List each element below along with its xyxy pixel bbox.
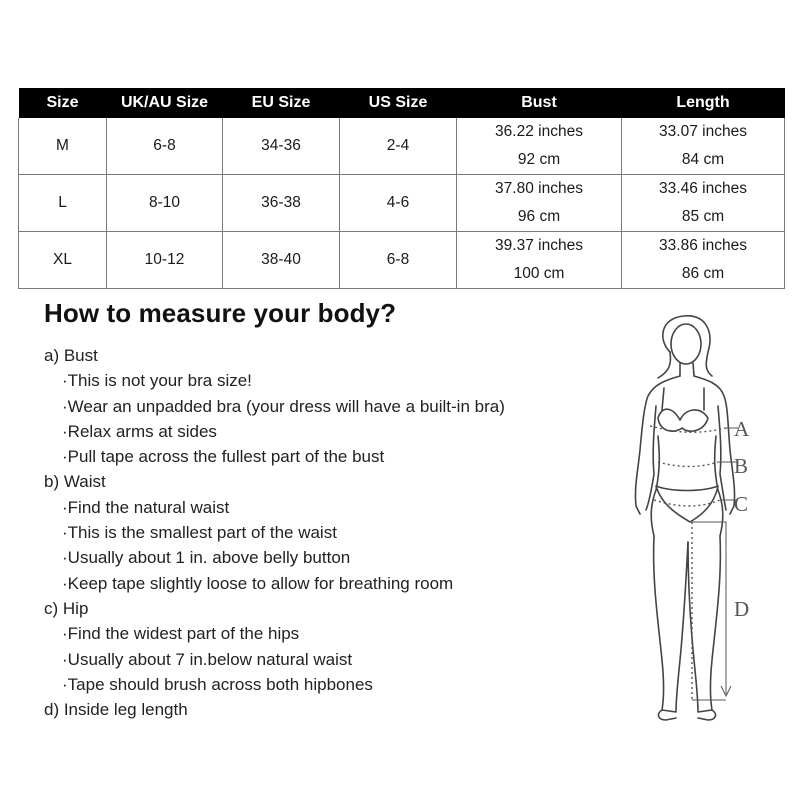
bust-cm: 92 cm (517, 151, 561, 168)
cell-bust (457, 232, 622, 289)
bust-cm: 96 cm (517, 208, 561, 225)
bust-inches: 39.37 inches (495, 237, 583, 254)
cell-bust (457, 175, 622, 232)
cell-eu: 34-36 (223, 118, 340, 175)
table-header-row (19, 88, 785, 118)
cell-eu: 36-38 (223, 175, 340, 232)
section-label-bust: a) Bust (44, 346, 98, 365)
marker-c: C (734, 492, 749, 516)
marker-d: D (734, 597, 750, 621)
list-item: ·Pull tape across the fullest part of the bust (62, 447, 385, 467)
cell-uk-au: 10-12 (107, 232, 223, 289)
size-chart-table (18, 88, 785, 289)
header-uk-au-size: UK/AU Size (107, 88, 223, 118)
measure-guide-title: How to measure your body? (44, 298, 397, 328)
cell-length (622, 175, 785, 232)
list-item: ·Tape should brush across both hipbones (62, 674, 373, 694)
cell-uk-au: 6-8 (107, 118, 223, 175)
table-row (19, 232, 785, 289)
marker-b: B (734, 454, 749, 478)
cell-uk-au: 8-10 (107, 175, 223, 232)
list-item: ·This is not your bra size! (62, 371, 252, 391)
list-item: ·Wear an unpadded bra (your dress will have a built-in bra) (62, 396, 505, 416)
bust-cm: 100 cm (513, 265, 565, 282)
length-inches: 33.07 inches (659, 123, 747, 140)
marker-labels (734, 417, 750, 621)
waist-line (658, 462, 718, 467)
cell-bust (457, 118, 622, 175)
header-bust: Bust (457, 88, 622, 118)
header-eu-size: EU Size (223, 88, 340, 118)
list-item: ·Relax arms at sides (62, 421, 217, 441)
bust-inches: 37.80 inches (495, 180, 583, 197)
length-cm: 86 cm (681, 265, 725, 282)
table-row (19, 118, 785, 175)
list-item: ·Usually about 7 in.below natural waist (62, 649, 353, 669)
list-item: ·Find the widest part of the hips (62, 624, 300, 644)
list-item: ·Find the natural waist (62, 497, 230, 517)
cell-us: 4-6 (340, 175, 457, 232)
header-length: Length (622, 88, 785, 118)
measure-guide-list (44, 343, 505, 722)
body-measurement-figure (600, 310, 780, 730)
length-cm: 84 cm (681, 151, 725, 168)
cell-us: 2-4 (340, 118, 457, 175)
list-item: ·Usually about 1 in. above belly button (62, 548, 351, 568)
section-label-waist: b) Waist (44, 472, 106, 492)
length-inches: 33.46 inches (659, 180, 747, 197)
cell-size: L (19, 175, 107, 232)
list-item: ·This is the smallest part of the waist (62, 523, 337, 543)
header-size: Size (19, 88, 107, 118)
body-outline (635, 316, 734, 720)
cell-us: 6-8 (340, 232, 457, 289)
table-row (19, 175, 785, 232)
section-label-inside-leg: d) Inside leg length (44, 700, 188, 720)
bust-inches: 36.22 inches (495, 123, 583, 140)
cell-size: XL (19, 232, 107, 289)
cell-length (622, 232, 785, 289)
section-label-hip: c) Hip (44, 598, 89, 618)
length-inches: 33.86 inches (659, 237, 747, 254)
list-item: ·Keep tape slightly loose to allow for breathing room (62, 573, 454, 593)
cell-size: M (19, 118, 107, 175)
cell-eu: 38-40 (223, 232, 340, 289)
length-cm: 85 cm (681, 208, 725, 225)
header-us-size: US Size (340, 88, 457, 118)
cell-length (622, 118, 785, 175)
marker-a: A (734, 417, 750, 441)
